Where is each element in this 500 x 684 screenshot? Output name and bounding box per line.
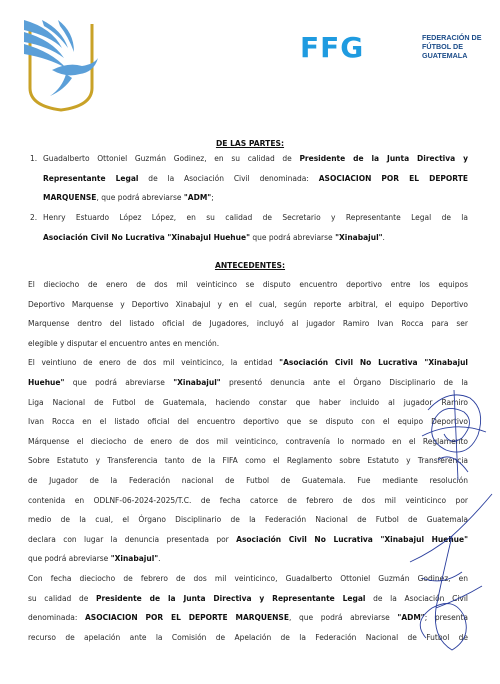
ffg-letters: FFG	[300, 31, 365, 64]
p2-line-7: de Jugador de la Federación nacional de Futbol de Guatemala. Fue mediante resolución	[28, 475, 468, 485]
p3-line-1: Con fecha dieciocho de febrero de dos mil veinticinco, Guadalberto Ottoniel Guzmán Godinez, en	[28, 573, 468, 583]
text: .	[158, 554, 161, 564]
party1-line-2	[43, 169, 468, 189]
text: ;	[211, 193, 214, 203]
bold-text: "ADM"	[397, 613, 425, 623]
p2-line-9: medio de la cual, el Órgano Disciplinario de la Federación Nacional de Futbol de Guatemala	[28, 515, 468, 525]
party2-number: 2.	[30, 213, 38, 222]
text: su calidad de	[28, 593, 96, 603]
bold-text: ASOCIACION POR EL DEPORTE	[318, 173, 468, 183]
text: El veintiuno de enero de dos mil veinticinco, la entidad	[28, 358, 280, 368]
bold-text: Huehue"	[28, 377, 65, 387]
bold-text: "Asociación Civil No Lucrativa "Xinabajul	[279, 358, 468, 368]
p1-line-1: El dieciocho de enero de dos mil veinticinco se disputo encuentro deportivo entre los equipos	[28, 280, 468, 289]
party1-paragraph	[43, 149, 468, 208]
bold-text: "Xinabajul"	[110, 554, 159, 564]
text: que podrá abreviarse	[249, 232, 336, 242]
bold-text: "Xinabajul"	[335, 232, 383, 242]
text: denominada:	[28, 613, 85, 623]
bold-text: Representante Legal	[43, 173, 139, 183]
heading-antecedentes: ANTECEDENTES:	[214, 261, 286, 270]
ffg-logo	[300, 32, 480, 64]
heading-partes: DE LAS PARTES:	[215, 139, 285, 148]
p1-line-4: elegible y disputar el encuentro antes en mención.	[28, 338, 220, 348]
party2-line-1: Henry Estuardo López López, en su calidad de Secretario y Representante Legal de la	[43, 213, 468, 222]
ffg-name-line-2: FÚTBOL DE	[422, 42, 463, 51]
p2-line-3: Liga Nacional de Futbol de Guatemala, haciendo constar que haber incluido al jugador Ramiro	[28, 397, 468, 407]
ffg-name-line-1: FEDERACIÓN DE	[422, 33, 482, 42]
bold-text: Presidente de la Junta Directiva y Representante Legal	[95, 593, 366, 603]
p2-line-5: Márquense el dieciocho de enero de dos mil veinticinco, contravenía lo normado en el Reglamento	[28, 436, 468, 446]
text: que podrá abreviarse	[28, 554, 111, 564]
text: Guadalberto Ottoniel Guzmán Godinez, en su calidad de	[43, 154, 300, 163]
text: de la Asociación Civil denominada:	[138, 173, 319, 183]
text: presentó denuncia ante el Órgano Disciplinario de la	[220, 377, 468, 387]
text: declara con lugar la denuncia presentada por	[28, 534, 237, 544]
bold-text: Asociación Civil No Lucrativa "Xinabajul Huehue"	[236, 534, 468, 544]
ffg-name	[422, 33, 482, 60]
ffg-name-line-3: GUATEMALA	[422, 51, 468, 60]
text: de la Asociación Civil	[365, 593, 469, 603]
party2-line-2	[43, 228, 468, 248]
bold-text: Asociación Civil No Lucrativa "Xinabajul Huehue"	[43, 232, 250, 242]
bold-text: MARQUENSE	[43, 193, 97, 203]
signature-2	[392, 488, 496, 668]
bold-text: ASOCIACION POR EL DEPORTE MARQUENSE	[84, 613, 289, 623]
p2-line-6: Sobre Estatuto y Transferencia tanto de la FIFA como el Reglamento sobre Estatuto y Transferencia	[28, 456, 468, 466]
party1-line-3	[43, 188, 468, 208]
text: que podrá abreviarse	[64, 377, 174, 387]
signature-1	[418, 380, 490, 490]
p2-line-1	[28, 353, 468, 373]
p2-line-8: contenida en ODLNF-06-2024-2025/T.C. de fecha catorce de febrero de dos mil veinticinco por	[28, 495, 468, 505]
bold-text: "ADM"	[183, 193, 212, 203]
p2-line-4: Ivan Rocca en el listado oficial del encuentro deportivo que se disputo con el equipo Deportivo	[28, 417, 468, 427]
bold-text: Presidente de la Junta Directiva y	[299, 154, 468, 163]
p1-line-2: Deportivo Marquense y Deportivo Xinabajul y en el cual, según reporte arbitral, el equipo Deportivo	[28, 299, 468, 309]
party1-number: 1.	[30, 154, 38, 163]
p3-line-4: recurso de apelación ante la Comisión de Apelación de la Federación Nacional de Futbol de	[28, 632, 468, 642]
text: , que podrá abreviarse	[96, 193, 184, 203]
p2-line-2	[28, 373, 468, 393]
bold-text: "Xinabajul"	[173, 377, 221, 387]
party2-paragraph	[43, 208, 468, 247]
text: .	[382, 232, 385, 242]
text: ; presenta	[424, 613, 468, 623]
p1-line-3: Marquense dentro del listado oficial de Jugadores, incluyó al jugador Ramiro Ivan Rocca para ser	[28, 319, 468, 329]
federation-crest-logo	[22, 18, 100, 114]
text: , que podrá abreviarse	[288, 613, 398, 623]
party1-line-1	[43, 149, 468, 169]
